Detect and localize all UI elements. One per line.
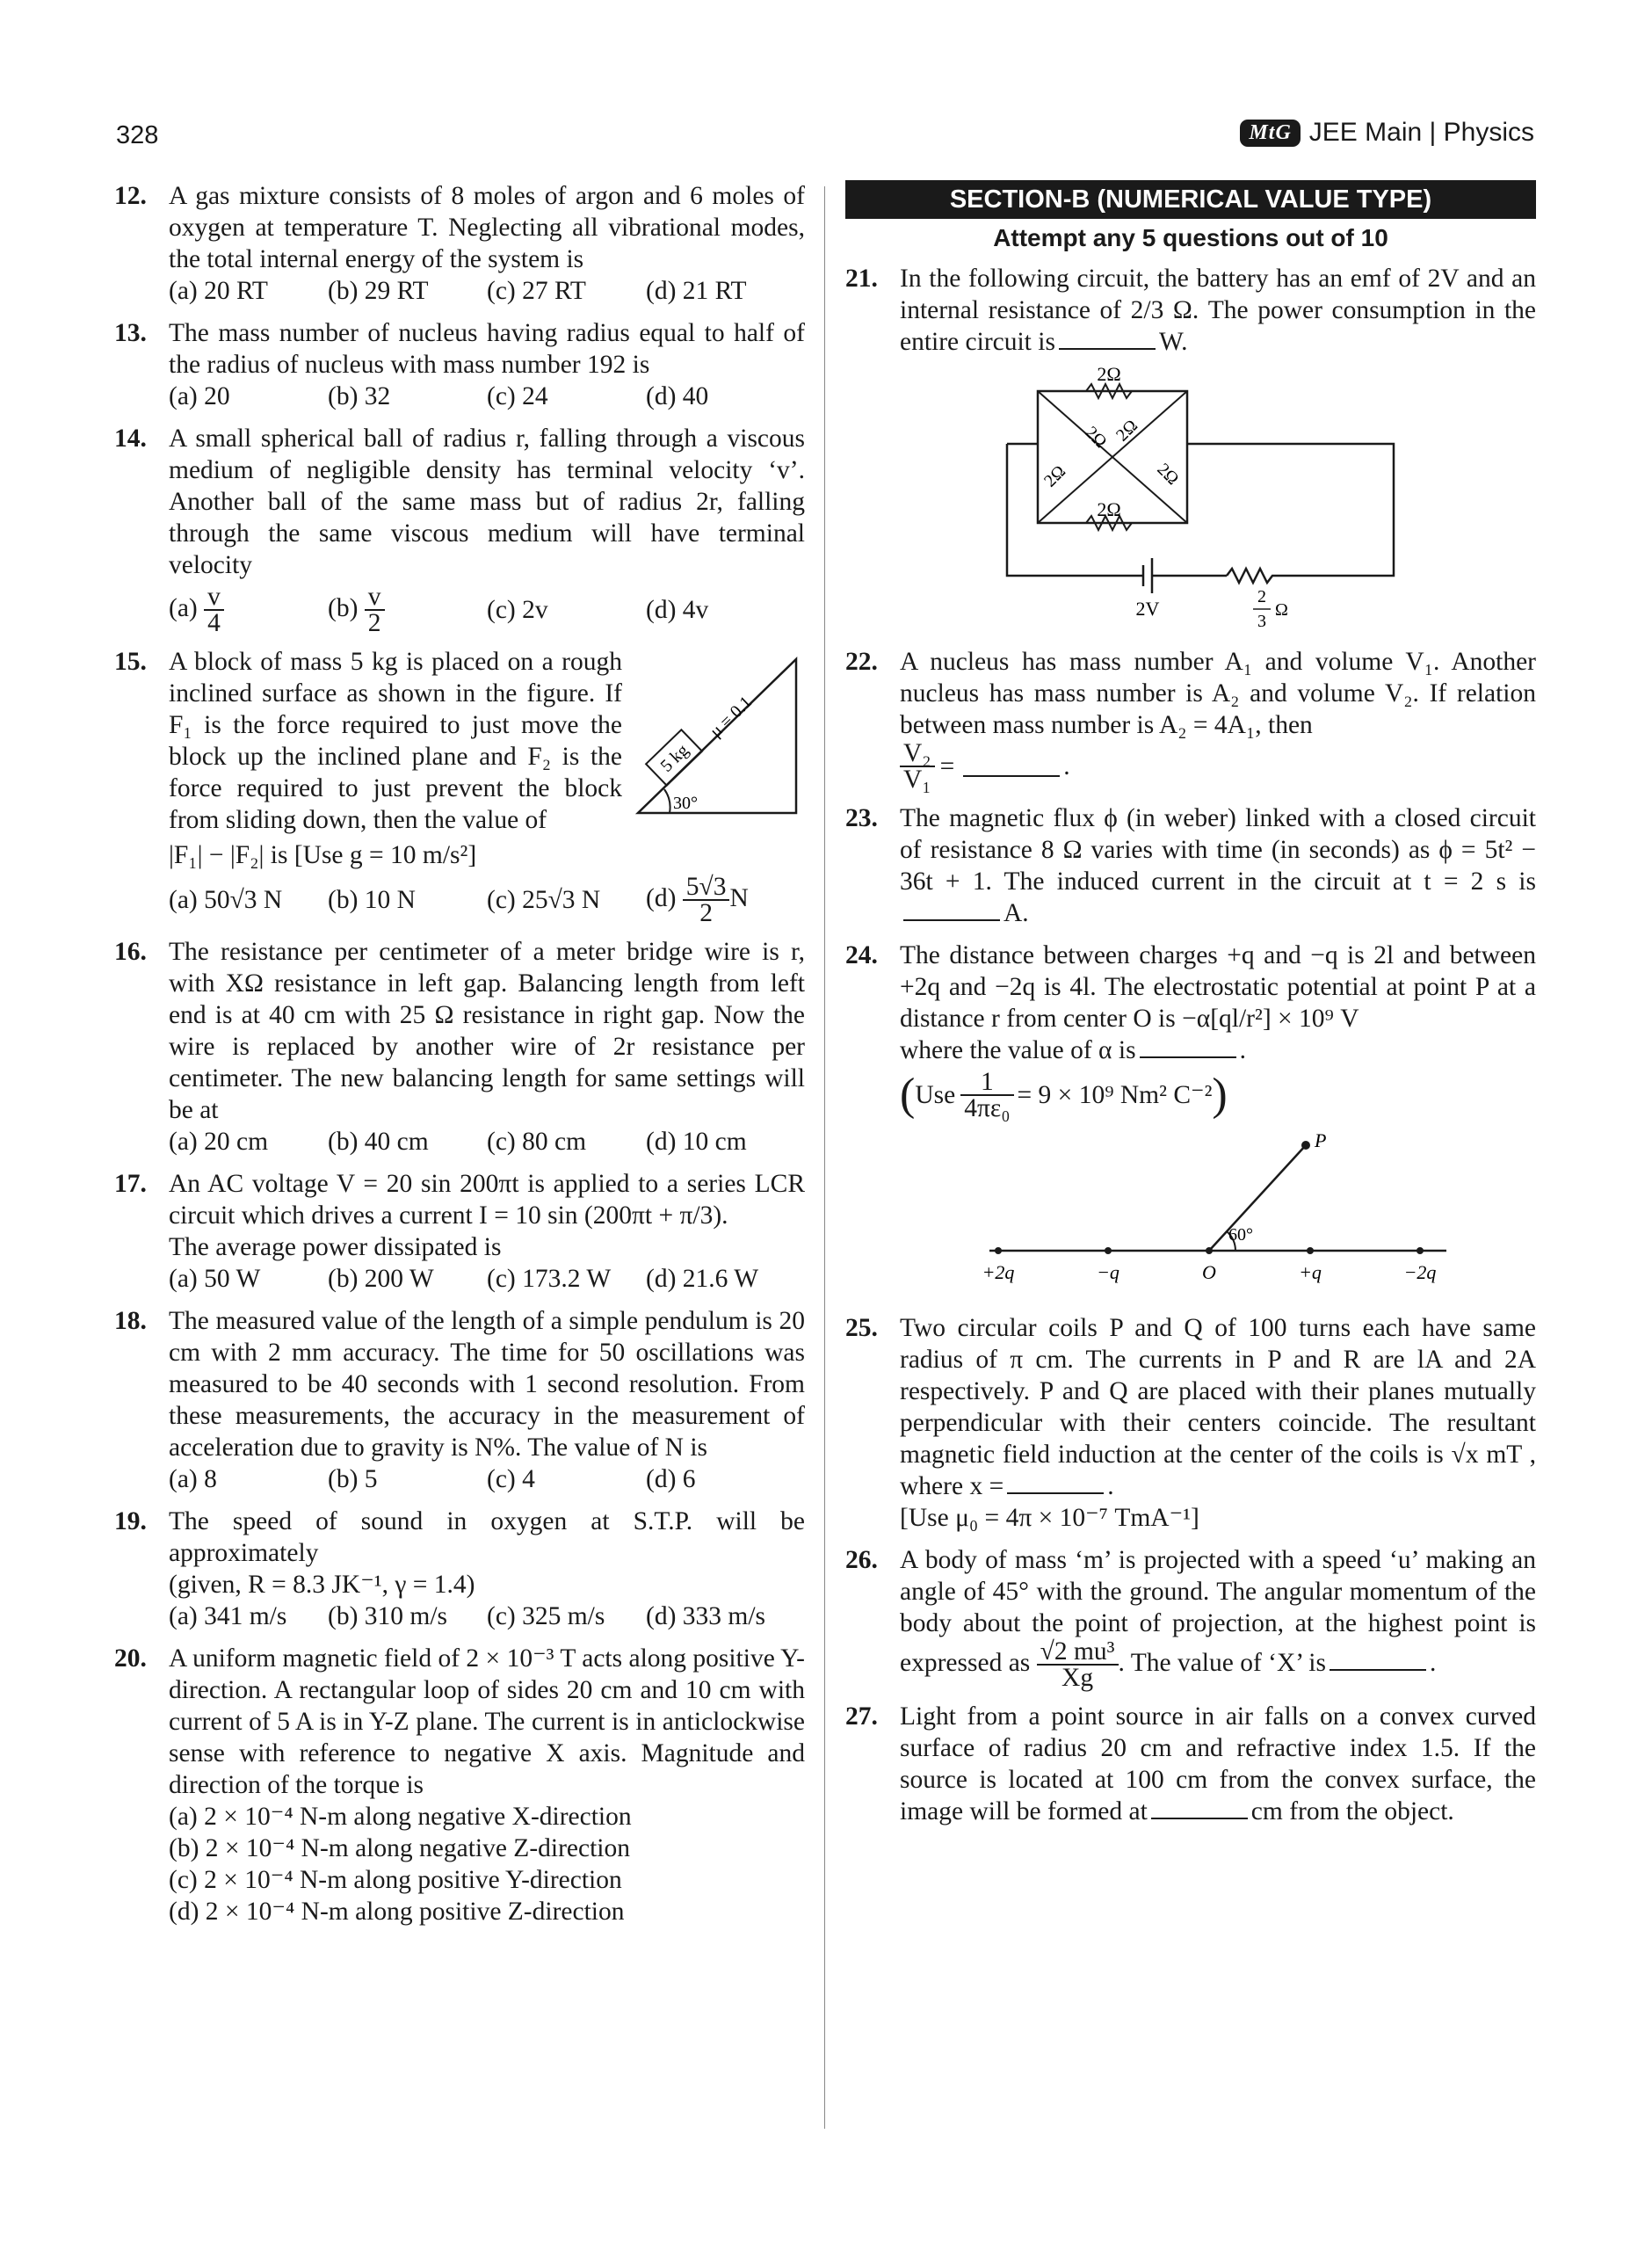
option-d: (d) 333 m/s (646, 1602, 766, 1630)
question-18 (114, 1305, 805, 1495)
question-16 (114, 936, 805, 1158)
battery-label: 2V (1135, 598, 1160, 620)
block-mass-label: 5 kg (656, 740, 692, 776)
center-label: O (1202, 1261, 1216, 1283)
current-expression: (200πt + π/3). (583, 1201, 728, 1230)
internal-resistance-numerator: 2 (1257, 587, 1266, 606)
question-22: 22. A nucleus has mass number A₁ and volume V₁. Another nucleus has mass number is A₂ and volume V₂. If relation between mass number is A₂ = 4A₁, then $\frac{\text{V₂}}{\text{V₁}}$ = . (845, 648, 1536, 794)
question-21 (845, 263, 1536, 635)
right-column (845, 180, 1536, 1838)
answer-blank (1059, 329, 1156, 350)
question-text-2: (given, R = 8.3 JK⁻¹, γ = 1.4) (169, 1571, 475, 1599)
question-number: 27. (845, 1702, 878, 1731)
fraction-numerator: V₂ (900, 741, 935, 767)
option-b: (b) 29 RT (328, 277, 429, 305)
resistor-label: 2Ω (1153, 459, 1183, 490)
question-number: 20. (114, 1644, 147, 1673)
charge-label: +q (1299, 1261, 1322, 1283)
question-text: In the following circuit, the battery has an emf of 2V and an internal resistance of (900, 265, 1536, 324)
question-25: 25. Two circular coils P and Q of 100 turns each have same radius of π cm. The currents in P and R are lA and 2A respectively. P and Q are placed with their planes mutually perpendicular with their centers coincide. The resultant magnetic field induction at the center of the coils is √x mT , where x = . [Use μ₀ = 4π × 10⁻⁷ TmA⁻¹] (845, 1314, 1536, 1532)
options (169, 1463, 805, 1495)
angle-label: 60° (1228, 1225, 1253, 1245)
option-d: (d) 2 × 10⁻⁴ N-m along positive Z-direction (169, 1898, 625, 1926)
option-d: (d) 21 RT (646, 277, 747, 305)
answer-blank (1151, 1798, 1248, 1819)
publisher-logo: MtG (1240, 120, 1300, 147)
question-number: 25. (845, 1314, 878, 1342)
question-text: A block of mass 5 kg is placed on a rough inclined surface as shown in the figure. If F₁ is the force required to just move the block up the inclined plane and F₂ is the force required to just prevent the block from sliding down, then the value of (169, 648, 622, 834)
option-c: (c) 27 RT (487, 277, 586, 305)
point-p-label: P (1315, 1129, 1327, 1151)
option-a: (a) $\frac{v}{4}$ (169, 584, 328, 635)
question-text: Two circular coils P and Q of 100 turns each have same radius of π cm. The currents in P and R are lA and 2A respectively. P and Q are placed with their planes mutually perpendicular with their centers coincide. The resultant magnetic field induction at the center of the coils is √x mT , where x = (900, 1314, 1536, 1500)
fraction-numerator: 5√3 (683, 875, 730, 901)
fraction-numerator: √2 mu³ (1037, 1639, 1119, 1666)
option-c: (c) 2 × 10⁻⁴ N-m along positive Y-direction (169, 1866, 622, 1894)
charge-label: +2q (982, 1261, 1015, 1283)
question-text: The mass number of nucleus having radius equal to half of the radius of nucleus with mass number 192 is (169, 319, 805, 379)
option-a: (a) 20 (169, 382, 230, 410)
question-number: 22. (845, 648, 878, 676)
question-number: 15. (114, 648, 147, 676)
question-17 (114, 1168, 805, 1295)
question-text: The resistance per centimeter of a meter bridge wire is r, with XΩ resistance in left gap. Balancing length from left end is at 40 cm with 25 Ω resistance in right gap. Now the wire is replaced by another wire of 2r resistance per centimeter. The new balancing length for same settings will be at (169, 938, 805, 1124)
option-c: (c) 173.2 W (487, 1265, 612, 1293)
given-constant: ( Use $\frac{1}{\text{4πε₀}}$ = 9 × 10⁹ Nm² C⁻² ) (900, 1068, 1228, 1122)
fraction-numerator: v (204, 584, 224, 611)
charges-figure (972, 1128, 1464, 1295)
answer-blank (1330, 1650, 1426, 1671)
options (169, 875, 805, 925)
inclined-plane-figure (629, 646, 805, 822)
question-text-2: [Use μ₀ = 4π × 10⁻⁷ TmA⁻¹] (900, 1504, 1199, 1532)
question-12 (114, 180, 805, 307)
header-brand (1240, 118, 1534, 148)
options (169, 1126, 805, 1158)
option-a: (a) 341 m/s (169, 1602, 287, 1630)
question-text-2: The average power dissipated is (169, 1233, 502, 1261)
option-b: (b) 310 m/s (328, 1602, 448, 1630)
option-a: (a) 50 W (169, 1265, 261, 1293)
page-number: 328 (116, 121, 159, 149)
option-c: (c) 80 cm (487, 1128, 587, 1156)
option-d: (d) 40 (646, 382, 709, 410)
question-13 (114, 317, 805, 412)
resistor-label: 2Ω (1081, 422, 1111, 453)
question-27 (845, 1701, 1536, 1827)
resistor-label: 2Ω (1112, 416, 1142, 446)
equals-sign: = (939, 752, 955, 780)
question-text: A gas mixture consists of 8 moles of argon and 6 moles of oxygen at temperature T. Neglecting all vibrational modes, the total internal energy of the system is (169, 182, 805, 273)
question-text-2: . The value of ‘X’ is (1118, 1648, 1326, 1677)
question-number: 21. (845, 265, 878, 293)
resistor-label: 2Ω (1097, 365, 1121, 385)
section-title: SECTION-B (NUMERICAL VALUE TYPE) (845, 180, 1536, 219)
charge-label: −2q (1403, 1261, 1437, 1283)
option-a: (a) 8 (169, 1465, 217, 1493)
option-d: (d) 21.6 W (646, 1265, 759, 1293)
question-15 (114, 646, 805, 925)
potential-expression: −α[ql/r²] × 10⁹ V (1182, 1005, 1359, 1033)
question-text: A small spherical ball of radius r, falling through a viscous medium of negligible density has terminal velocity ‘v’. Another ball of the same mass but of radius 2r, falling through the same viscous medium will have terminal velocity (169, 425, 805, 579)
question-14 (114, 423, 805, 635)
question-24: 24. The distance between charges +q and −q is 2l and between +2q and −2q is 4l. The electrostatic potential at point P at a distance r from center O is −α[ql/r²] × 10⁹ V where the value of α is . ( Use $\frac{1}{\text{4πε₀}}$ = 9 × 10⁹ Nm² C⁻² ) P 60° +2q −q O +q −2q (845, 940, 1536, 1302)
option-c: (c) 24 (487, 382, 548, 410)
question-text: A body of mass ‘m’ is projected with a speed ‘u’ making an angle of 45° with the ground. The angular momentum of the body about the point of projection, at the highest point is expressed as (900, 1546, 1536, 1677)
circuit-figure (972, 365, 1464, 628)
option-d: (d) 6 (646, 1465, 696, 1493)
answer-blank (1007, 1473, 1104, 1494)
question-number: 16. (114, 938, 147, 966)
question-number: 18. (114, 1307, 147, 1335)
option-d: (d) 4v (646, 596, 709, 624)
charge-label: −q (1097, 1261, 1119, 1283)
question-number: 12. (114, 182, 147, 210)
internal-resistance-denominator: 3 (1257, 612, 1266, 628)
answer-blank (963, 756, 1060, 777)
option-c: (c) 25√3 N (487, 886, 601, 914)
option-b: (b) 2 × 10⁻⁴ N-m along negative Z-direction (169, 1834, 630, 1862)
options (169, 1263, 805, 1295)
question-20 (114, 1643, 805, 1927)
question-19 (114, 1506, 805, 1632)
options (169, 584, 805, 635)
left-column (114, 180, 805, 1938)
options (169, 1600, 805, 1632)
fraction-denominator: V₁ (903, 766, 931, 794)
question-text: An AC voltage V = 20 sin 200πt is applied to a series LCR circuit which drives a current I = 10 sin (169, 1170, 805, 1230)
option-c: (c) 4 (487, 1465, 535, 1493)
option-b: (b) $\frac{v}{2}$ (328, 584, 487, 635)
question-number: 24. (845, 941, 878, 969)
unit-label: W. (1158, 328, 1188, 356)
options (169, 381, 805, 412)
question-text-2: where the value of α is (900, 1036, 1136, 1064)
question-number: 17. (114, 1170, 147, 1198)
option-b: (b) 40 cm (328, 1128, 429, 1156)
question-text: A nucleus has mass number A₁ and volume V₁. Another nucleus has mass number is A₂ and volume V₂. If relation between mass number is A₂ = 4A₁, then (900, 648, 1536, 739)
question-text-2: cm from the object. (1250, 1797, 1454, 1825)
option-b: (b) 32 (328, 382, 391, 410)
option-c: (c) 325 m/s (487, 1602, 605, 1630)
question-text: The magnetic flux ϕ (in weber) linked with a closed circuit of resistance 8 Ω varies with time (in seconds) as ϕ = 5t² − 36t + 1. The induced current in the circuit at t = 2 s is (900, 804, 1536, 896)
fraction-numerator: v (365, 584, 385, 611)
question-23 (845, 802, 1536, 929)
option-b: (b) 10 N (328, 886, 416, 914)
fraction-denominator: Xg (1061, 1664, 1094, 1692)
option-d: (d) 10 cm (646, 1128, 747, 1156)
option-a: (a) 20 RT (169, 277, 268, 305)
book-title: JEE Main | Physics (1308, 118, 1534, 147)
question-text: The measured value of the length of a simple pendulum is 20 cm with 2 mm accuracy. The time for 50 oscillations was measured to be 40 seconds with 1 second resolution. From these measurements, the accuracy in the measurement of acceleration due to gravity is N%. The value of N is (169, 1307, 805, 1462)
column-divider (824, 186, 825, 2129)
friction-label: μ = 0.1 (706, 692, 756, 742)
internal-resistance: 2/3 Ω. (1130, 296, 1199, 324)
option-d: (d) $\frac{5√3}{2}$ N (646, 873, 749, 927)
question-number: 13. (114, 319, 147, 347)
options (169, 1801, 805, 1927)
question-text: The distance between charges +q and −q is 2l and between +2q and −2q is 4l. The electrostatic potential at point P at a distance r from center O is (900, 941, 1536, 1033)
question-number: 23. (845, 804, 878, 832)
angle-label: 30° (673, 794, 698, 813)
unit-label: A. (1004, 899, 1029, 927)
answer-blank (903, 900, 1000, 921)
question-number: 19. (114, 1507, 147, 1535)
fraction-denominator: 2 (699, 899, 713, 927)
option-a: (a) 20 cm (169, 1128, 269, 1156)
question-text-2: |F₁| − |F₂| is [Use g = 10 m/s²] (169, 841, 477, 869)
question-text-2: The power consumption in the entire circuit is (900, 296, 1536, 356)
answer-blank (1140, 1037, 1236, 1058)
question-26: 26. A body of mass ‘m’ is projected with a speed ‘u’ making an angle of 45° with the ground. The angular momentum of the body about the point of projection, at the highest point is expressed as $\frac{\text{√2 mu³}}{Xg}$ . The value of ‘X’ is . (845, 1546, 1536, 1692)
fraction-numerator: 1 (960, 1070, 1013, 1096)
option-b: (b) 5 (328, 1465, 378, 1493)
option-a: (a) 50√3 N (169, 886, 283, 914)
option-c: (c) 2v (487, 596, 548, 624)
fraction-denominator: 2 (367, 609, 381, 637)
section-subtitle: Attempt any 5 questions out of 10 (993, 224, 1388, 251)
options (169, 275, 805, 307)
internal-resistance-unit: Ω (1275, 600, 1288, 620)
fraction-denominator: 4πε₀ (964, 1094, 1011, 1122)
option-a: (a) 2 × 10⁻⁴ N-m along negative X-direction (169, 1803, 632, 1831)
option-b: (b) 200 W (328, 1265, 434, 1293)
question-text: A uniform magnetic field of 2 × 10⁻³ T acts along positive Y-direction. A rectangular loop of sides 20 cm and 10 cm with current of 5 A is in Y-Z plane. The current is in anticlockwise sense with reference to negative X axis. Magnitude and direction of the torque is (169, 1644, 805, 1799)
fraction-denominator: 4 (207, 609, 221, 637)
question-number: 14. (114, 425, 147, 453)
question-text: Light from a point source in air falls on a convex curved surface of radius 20 cm and refractive index 1.5. If the source is located at 100 cm from the convex surface, the image will be formed at (900, 1702, 1536, 1825)
resistor-label: 2Ω (1040, 461, 1070, 491)
question-number: 26. (845, 1546, 878, 1574)
question-text: The speed of sound in oxygen at S.T.P. will be approximately (169, 1507, 805, 1567)
resistor-label: 2Ω (1097, 498, 1121, 520)
